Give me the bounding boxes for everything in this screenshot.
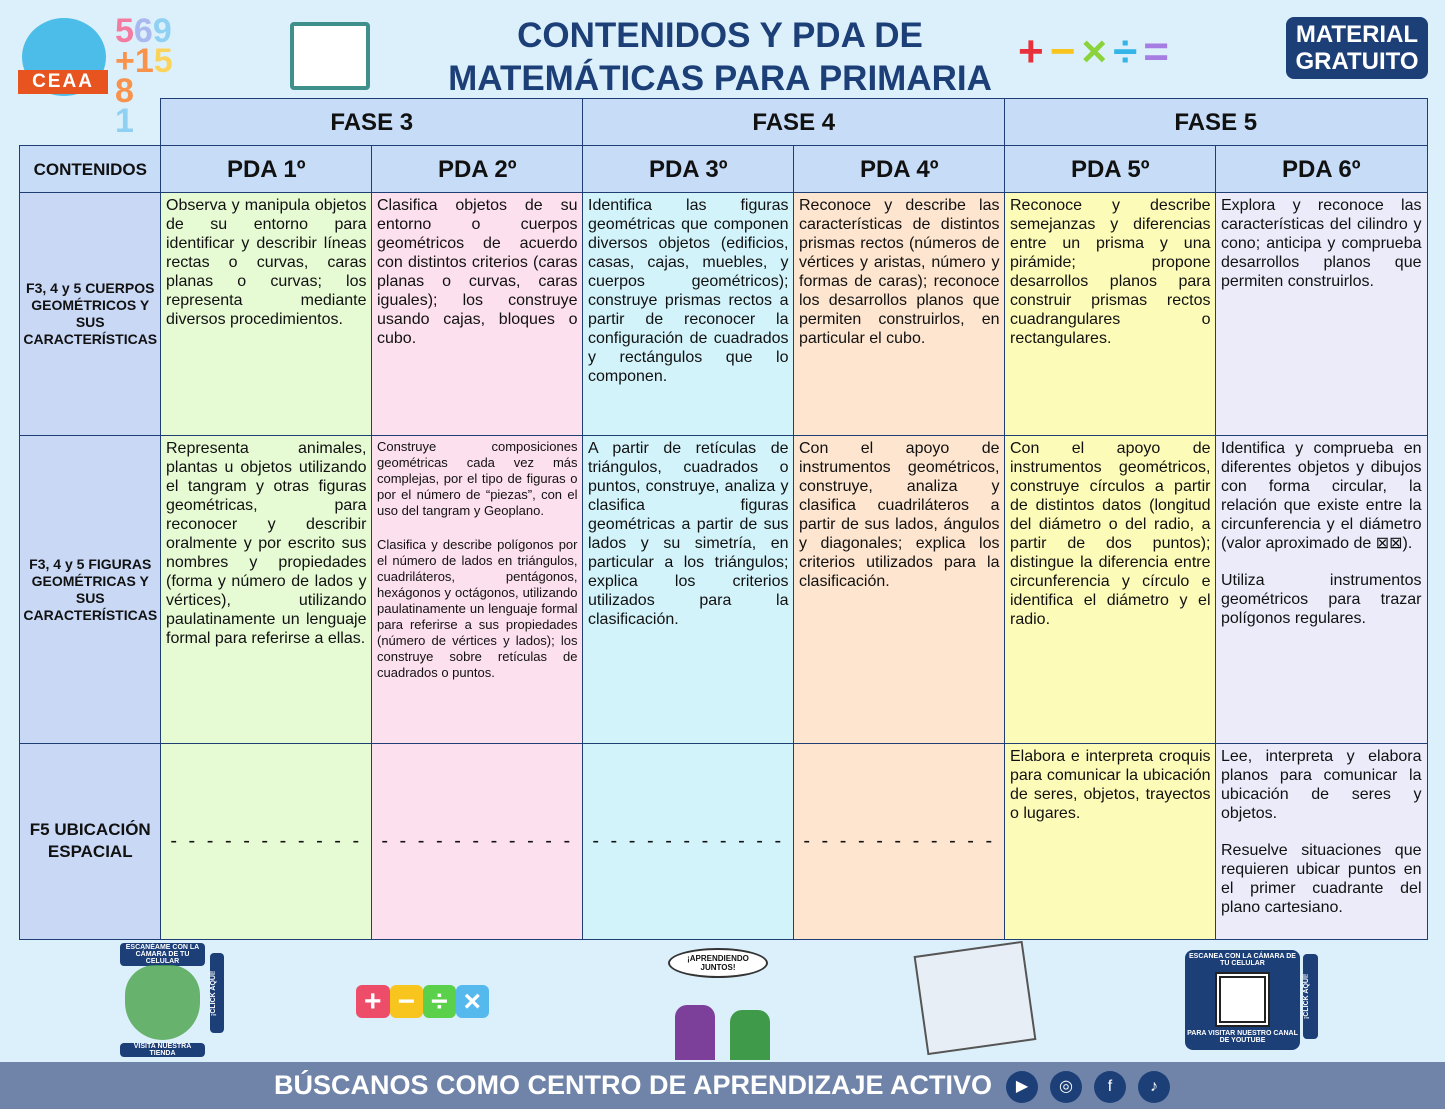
pda-text: - - - - - - - - - - - bbox=[803, 829, 996, 852]
pda-text: Explora y reconoce las características del cilindro y cono; anticipa y comprueba desarrollos planos que permiten construirlos. bbox=[1221, 197, 1422, 290]
empty-cell bbox=[793, 743, 1006, 940]
page-title: CONTENIDOS Y PDA DE MATEMÁTICAS PARA PRIMARIA bbox=[448, 16, 992, 98]
pda-cell bbox=[371, 435, 584, 745]
logo-text: CEAA bbox=[18, 70, 108, 94]
pda-text: Resuelve situaciones que requieren ubicar puntos en el primer cuadrante del plano cartesiano. bbox=[1221, 842, 1422, 916]
click-here-label: ¡CLICK AQUÍ! bbox=[210, 953, 224, 1033]
pda-cell bbox=[1215, 192, 1428, 437]
pda-text: - - - - - - - - - - - bbox=[381, 829, 574, 852]
qr-youtube-top-label: ESCANEA CON LA CÁMARA DE TU CELULAR bbox=[1189, 953, 1296, 967]
pda-cell bbox=[1215, 743, 1428, 940]
free-material-badge: MATERIAL GRATUITO bbox=[1286, 17, 1428, 79]
facebook-icon[interactable]: f bbox=[1094, 1071, 1126, 1103]
pda-cell bbox=[582, 192, 795, 437]
empty-cell bbox=[371, 743, 584, 940]
empty-cell bbox=[582, 743, 795, 940]
pda-text: Identifica y comprueba en diferentes objetos y dibujos con forma circular, la relación que existe entre la circunferencia y el diámetro (valor aproximado de ⊠⊠). bbox=[1221, 440, 1422, 552]
pda-text: Clasifica y describe polígonos por el número de lados en triángulos, cuadriláteros, pentágonos, hexágonos y octágonos, utilizando paulatinamente un lenguaje formal para referirse a sus propiedades (número de vértices y lados); los construye sobre retículas de cuadrados o puntos. bbox=[377, 537, 578, 680]
numbers-decoration: 569 +15 8 1 bbox=[115, 12, 173, 140]
qr-store-bottom-label: VISITA NUESTRA TIENDA bbox=[120, 1043, 205, 1057]
pda-header: PDA 3º bbox=[582, 145, 795, 194]
youtube-qr[interactable] bbox=[1185, 950, 1325, 1050]
pda-cell bbox=[793, 192, 1006, 437]
qr-code-heart-icon bbox=[125, 965, 200, 1040]
pda-cell bbox=[160, 435, 373, 745]
pda-cell bbox=[582, 435, 795, 745]
pda-text: Lee, interpreta y elabora planos para comunicar la ubicación de seres y objetos. bbox=[1221, 748, 1422, 822]
phase-header: FASE 3 bbox=[160, 98, 584, 147]
footer-text: BÚSCANOS COMO CENTRO DE APRENDIZAJE ACTIVO bbox=[274, 1070, 993, 1100]
abacus-icon bbox=[290, 22, 370, 90]
math-operators-icon: +−×÷= bbox=[1018, 27, 1175, 76]
pda-cell bbox=[160, 192, 373, 437]
pda-cell bbox=[1004, 435, 1217, 745]
instagram-icon[interactable]: ◎ bbox=[1050, 1071, 1082, 1103]
pda-text: Elabora e interpreta croquis para comunicar la ubicación de seres, objetos, trayectos o lugares. bbox=[1010, 748, 1211, 822]
teachers-illustration bbox=[670, 985, 780, 1060]
pda-cell bbox=[1215, 435, 1428, 745]
pda-text: Identifica las figuras geométricas que componen diversos objetos (edificios, casas, cajas, muebles, y cuerpos geométricos); construye prismas rectos a partir de reconocer la configuración de cuadrados y rectángulos que lo componen. bbox=[588, 197, 789, 385]
pda-cell bbox=[1004, 743, 1217, 940]
qr-store-top-label: ESCANÉAME CON LA CÁMARA DE TU CELULAR bbox=[120, 943, 205, 966]
pda-text: Representa animales, plantas u objetos utilizando el tangram y otras figuras geométricas, para reconocer y describir oralmente y por escrito sus nombres y propiedades (forma y número de lados y vértices), utilizando paulatinamente un lenguaje formal para referirse a ellas. bbox=[166, 440, 367, 647]
contents-header: CONTENIDOS bbox=[19, 145, 162, 194]
tiktok-icon[interactable]: ♪ bbox=[1138, 1071, 1170, 1103]
pda-cell bbox=[371, 192, 584, 437]
pda-text: Reconoce y describe las características de distintos prismas rectos (números de vértices y aristas, número y formas de caras); reconoce los desarrollos planos que permiten construirlos, en particular el cubo. bbox=[799, 197, 1000, 347]
pda-text: Observa y manipula objetos de su entorno para identificar y describir líneas rectas o curvas, caras planas o curvas; los representa mediante diversos procedimientos. bbox=[166, 197, 367, 328]
qr-code-icon bbox=[1215, 972, 1270, 1027]
pda-text: A partir de retículas de triángulos, cuadrados o puntos, construye, analiza y clasifica figuras geométricas a partir de sus lados y su simetría, en particular a los triángulos; explica los criterios utilizados para la clasificación. bbox=[588, 440, 789, 628]
phase-header: FASE 5 bbox=[1004, 98, 1428, 147]
phase-header: FASE 4 bbox=[582, 98, 1006, 147]
pda-text: Clasifica objetos de su entorno o cuerpos geométricos de acuerdo con distintos criterios (caras planas o curvas, caras iguales); los construye usando cajas, bloques o cubo. bbox=[377, 197, 578, 347]
pda-header: PDA 2º bbox=[371, 145, 584, 194]
pda-text: - - - - - - - - - - - bbox=[170, 829, 363, 852]
pda-header: PDA 6º bbox=[1215, 145, 1428, 194]
qr-youtube-bottom-label: PARA VISITAR NUESTRO CANAL DE YOUTUBE bbox=[1187, 1030, 1298, 1044]
pda-header: PDA 4º bbox=[793, 145, 1006, 194]
pda-cell bbox=[793, 435, 1006, 745]
youtube-icon[interactable]: ▶ bbox=[1006, 1071, 1038, 1103]
footer-bar bbox=[0, 1062, 1445, 1109]
pda-text: Utiliza instrumentos geométricos para trazar polígonos regulares. bbox=[1221, 572, 1422, 627]
pda-text: Reconoce y describe semejanzas y diferencias entre un prisma y una pirámide; propone desarrollos planos para construir prismas rectos cuadrangulares o rectangulares. bbox=[1010, 197, 1211, 347]
row-label: F3, 4 y 5 CUERPOS GEOMÉTRICOS Y SUS CARACTERÍSTICAS bbox=[19, 192, 162, 437]
pda-text: Con el apoyo de instrumentos geométricos, construye círculos a partir de distintos datos (longitud del diámetro o del radio, a partir de dos puntos); distingue la diferencia entre circunferencia y círculo e identifica el diámetro y el radio. bbox=[1010, 440, 1211, 628]
pda-header: PDA 5º bbox=[1004, 145, 1217, 194]
speech-bubble: ¡APRENDIENDO JUNTOS! bbox=[668, 948, 768, 978]
store-qr[interactable] bbox=[120, 943, 225, 1057]
math-blocks-icon: + − ÷ × bbox=[356, 985, 521, 1025]
click-here-label: ¡CLICK AQUÍ! bbox=[1303, 954, 1318, 1039]
empty-cell bbox=[160, 743, 373, 940]
pda-text: Construye composiciones geométricas cada vez más complejas, por el tipo de figuras o por el número de “piezas”, con el uso del tangram y Geoplano. bbox=[377, 439, 578, 518]
geometry-tools-icon bbox=[914, 941, 1037, 1055]
pda-header: PDA 1º bbox=[160, 145, 373, 194]
pda-text: - - - - - - - - - - - bbox=[592, 829, 785, 852]
pda-text: Con el apoyo de instrumentos geométricos, construye, analiza y clasifica cuadriláteros a partir de sus lados, ángulos y diagonales; explica los criterios utilizados para la clasificación. bbox=[799, 440, 1000, 590]
pda-cell bbox=[1004, 192, 1217, 437]
row-label: F3, 4 y 5 FIGURAS GEOMÉTRICAS Y SUS CARACTERÍSTICAS bbox=[19, 435, 162, 745]
row-label: F5 UBICACIÓN ESPACIAL bbox=[19, 743, 162, 940]
